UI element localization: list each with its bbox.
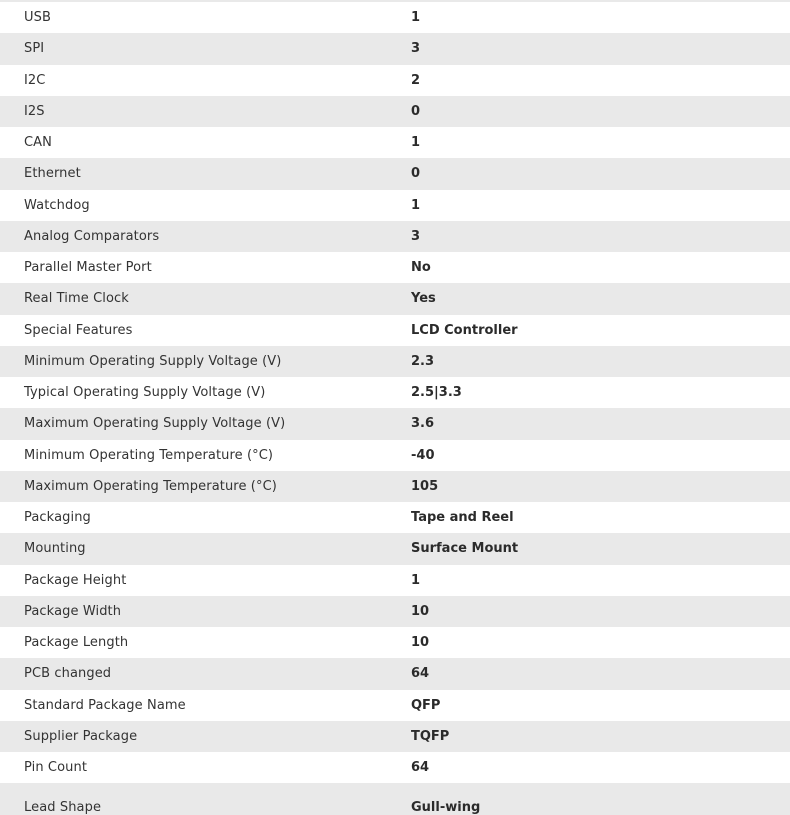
spec-row-pin-count: [0, 752, 790, 783]
spec-row-real-time-clock: [0, 283, 790, 314]
spec-value: 2.5|3.3: [411, 385, 462, 401]
spec-row-package-length: [0, 627, 790, 658]
spec-value: LCD Controller: [411, 322, 518, 338]
spec-value: Tape and Reel: [411, 510, 514, 526]
spec-row-packaging: [0, 502, 790, 533]
spec-row-max-operating-temperature: [0, 471, 790, 502]
spec-value: Yes: [411, 291, 436, 307]
spec-label: PCB changed: [24, 666, 112, 682]
spec-value: TQFP: [411, 728, 450, 744]
spec-row-watchdog: [0, 190, 790, 221]
spec-value: 1: [411, 10, 421, 26]
spec-row-i2s: [0, 96, 790, 127]
spec-row-package-height: [0, 565, 790, 596]
spec-value: 2: [411, 72, 421, 88]
spec-value: 3: [411, 41, 421, 57]
spec-label: Maximum Operating Temperature (°C): [24, 478, 277, 494]
spec-label: Parallel Master Port: [24, 260, 152, 276]
spec-value: 64: [411, 666, 430, 682]
spec-row-analog-comparators: [0, 221, 790, 252]
spec-row-supplier-package: [0, 721, 790, 752]
spec-label: Maximum Operating Supply Voltage (V): [24, 416, 286, 432]
spec-value: 1: [411, 197, 421, 213]
spec-value: 2.3: [411, 353, 435, 369]
spec-value: 1: [411, 572, 421, 588]
spec-row-min-operating-temperature: [0, 440, 790, 471]
spec-value: 1: [411, 135, 421, 151]
spec-value: Gull-wing: [411, 799, 481, 815]
spec-label: Real Time Clock: [24, 291, 129, 307]
spec-label: Package Length: [24, 635, 129, 651]
spec-value: No: [411, 260, 431, 276]
spec-row-special-features: [0, 315, 790, 346]
spec-row-i2c: [0, 65, 790, 96]
spec-value: 10: [411, 635, 430, 651]
spec-label: Special Features: [24, 322, 133, 338]
spec-label: Package Height: [24, 572, 127, 588]
spec-row-spi: [0, 33, 790, 64]
spec-row-can: [0, 127, 790, 158]
spec-label: Packaging: [24, 510, 91, 526]
spec-row-usb: [0, 2, 790, 33]
spec-label: Watchdog: [24, 197, 90, 213]
spec-row-pcb-changed: [0, 658, 790, 689]
spec-row-typical-supply-voltage: [0, 377, 790, 408]
spec-label: Analog Comparators: [24, 228, 160, 244]
spec-value: 3.6: [411, 416, 435, 432]
spec-row-package-width: [0, 596, 790, 627]
spec-value: 0: [411, 166, 421, 182]
spec-label: Minimum Operating Temperature (°C): [24, 447, 274, 463]
spec-label: CAN: [24, 135, 52, 151]
spec-value: 3: [411, 228, 421, 244]
spec-label: Pin Count: [24, 760, 88, 776]
spec-value: 10: [411, 603, 430, 619]
spec-label: Package Width: [24, 603, 122, 619]
spec-label: Minimum Operating Supply Voltage (V): [24, 353, 282, 369]
spec-value: 0: [411, 103, 421, 119]
spec-label: SPI: [24, 41, 45, 57]
spec-value: -40: [411, 447, 435, 463]
spec-label: Typical Operating Supply Voltage (V): [24, 385, 266, 401]
spec-label: Supplier Package: [24, 728, 138, 744]
spec-label: Lead Shape: [24, 799, 102, 815]
spec-label: Ethernet: [24, 166, 81, 182]
spec-row-parallel-master-port: [0, 252, 790, 283]
spec-row-max-supply-voltage: [0, 408, 790, 439]
spec-row-ethernet: [0, 158, 790, 189]
spec-row-min-supply-voltage: [0, 346, 790, 377]
spec-row-mounting: [0, 533, 790, 564]
spec-label: I2C: [24, 72, 46, 88]
spec-value: Surface Mount: [411, 541, 519, 557]
spec-label: USB: [24, 10, 51, 26]
spec-value: 105: [411, 478, 439, 494]
specifications-table: [0, 2, 790, 815]
specifications-body: [0, 2, 790, 815]
spec-label: Mounting: [24, 541, 86, 557]
spec-label: I2S: [24, 103, 45, 119]
spec-label: Standard Package Name: [24, 697, 186, 713]
spec-value: 64: [411, 760, 430, 776]
spec-value: QFP: [411, 697, 441, 713]
spec-row-standard-package-name: [0, 690, 790, 721]
